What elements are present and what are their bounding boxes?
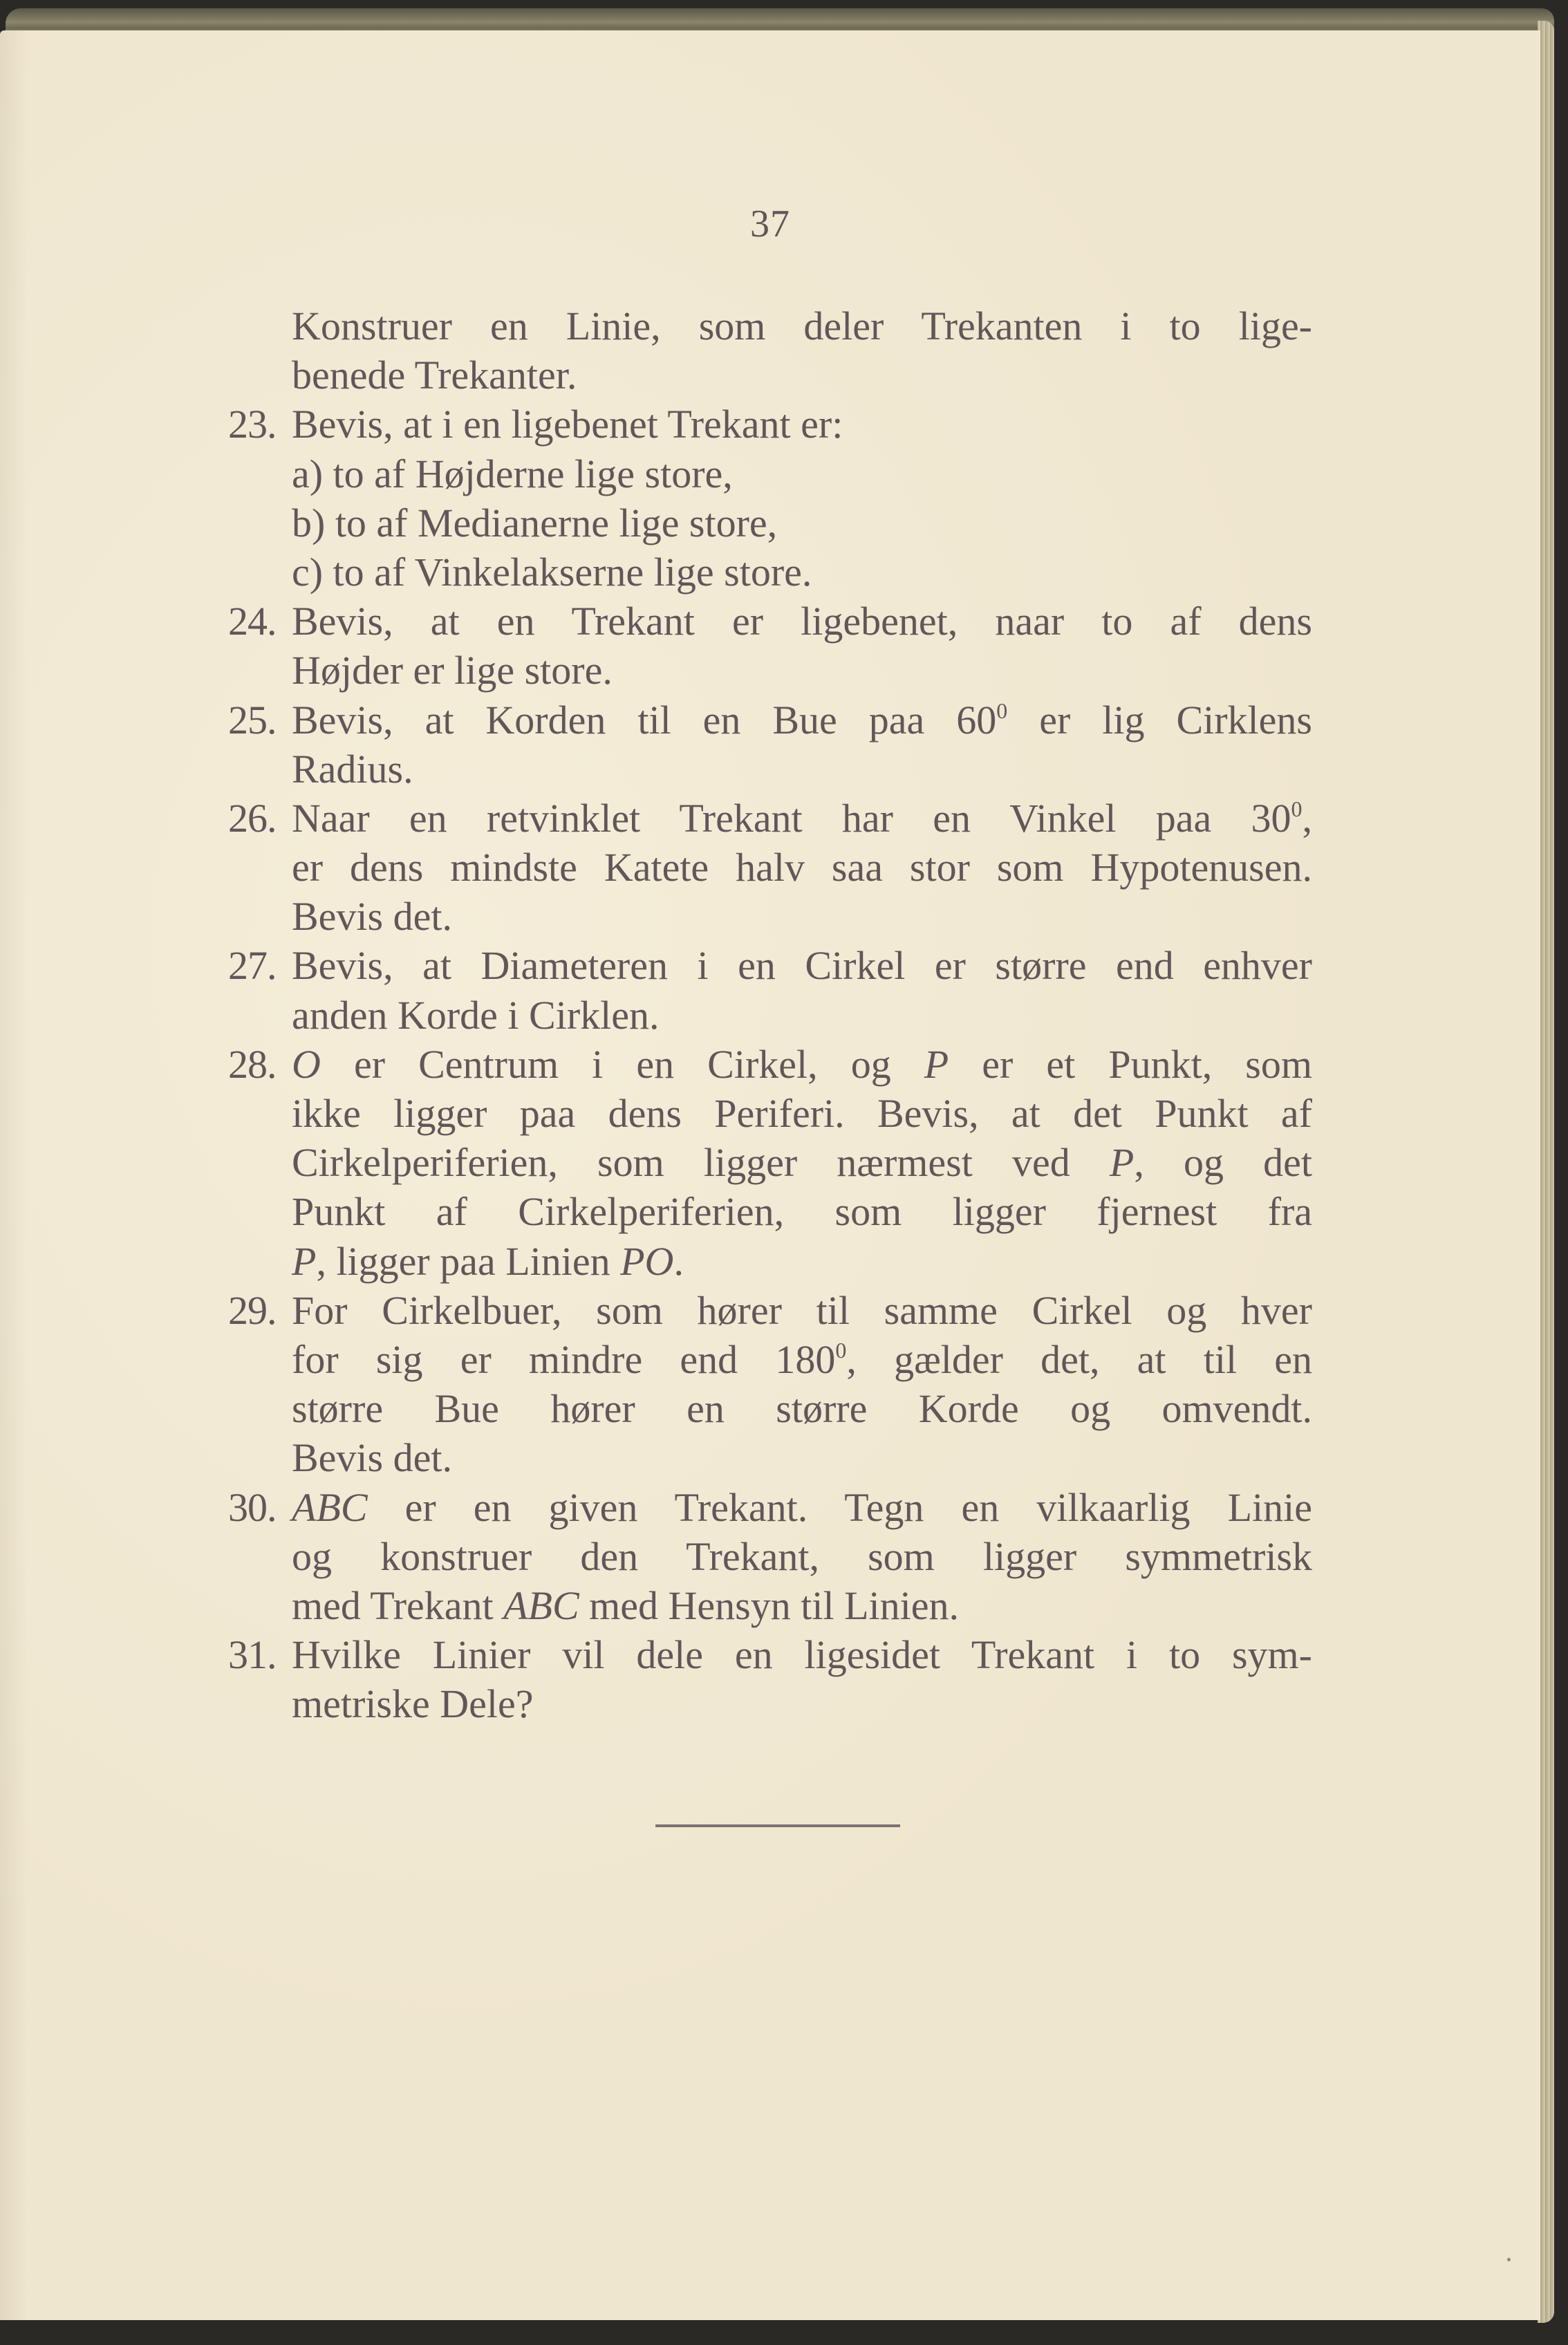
- text-segment: med Trekant: [292, 1582, 504, 1628]
- text-segment: a) to af Højderne lige store,: [292, 451, 733, 496]
- text-line: [228, 695, 1312, 745]
- text-segment: Bevis det.: [292, 894, 452, 940]
- text-line: [228, 1286, 1312, 1335]
- text-line: [292, 498, 1312, 548]
- math-symbol: PO: [620, 1238, 674, 1284]
- exercise-number: 28.: [228, 1041, 277, 1087]
- text-segment: Bevis, at en Trekant er ligebenet, naar to af dens: [292, 599, 1312, 644]
- text-segment: Radius.: [292, 746, 413, 792]
- text-line: [292, 449, 1312, 498]
- book-top-edge: [6, 8, 1554, 33]
- text-line: [292, 1679, 1312, 1728]
- text-line: [228, 941, 1312, 990]
- text-segment: Bevis det.: [292, 1435, 452, 1481]
- text-segment: er lig Cirklens: [1007, 697, 1312, 742]
- text-line: [292, 745, 1312, 794]
- text-segment: Bevis, at Korden til en Bue paa 60: [292, 697, 997, 742]
- text-segment: Punkt af Cirkelperiferien, som ligger fjernest fra: [292, 1189, 1312, 1235]
- text-line: [292, 1089, 1312, 1138]
- text-line: [292, 1187, 1312, 1236]
- text-line: [228, 1483, 1312, 1532]
- text-line: [292, 843, 1312, 892]
- text-line: [292, 1581, 1312, 1630]
- text-line: [228, 400, 1312, 449]
- page-body-text: [228, 301, 1312, 1728]
- exercise-number: 29.: [228, 1287, 277, 1333]
- exercise-number: 30.: [228, 1484, 277, 1530]
- math-symbol: P: [292, 1238, 317, 1284]
- text-line: [292, 1335, 1312, 1384]
- exercise-number: 25.: [228, 697, 277, 742]
- text-segment: er dens mindste Katete halv saa stor som Hypotenusen.: [292, 845, 1312, 890]
- text-segment: Konstruer en Linie, som deler Trekanten i to lige-: [292, 303, 1312, 348]
- text-line: [292, 1532, 1312, 1581]
- text-line: [292, 991, 1312, 1040]
- text-segment: For Cirkelbuer, som hører til samme Cirkel og hver: [292, 1287, 1312, 1333]
- exercise-number: 27.: [228, 943, 277, 989]
- exercise-number: 23.: [228, 402, 277, 447]
- page-number: 37: [750, 203, 790, 245]
- text-segment: Højder er lige store.: [292, 648, 613, 693]
- math-symbol: P: [1109, 1140, 1135, 1186]
- text-segment: Bevis, at i en ligebenet Trekant er:: [292, 402, 843, 447]
- paper-speck: [1507, 2258, 1511, 2261]
- text-segment: er et Punkt, som: [949, 1041, 1312, 1087]
- text-segment: er Centrum i en Cirkel, og: [320, 1041, 924, 1087]
- text-segment: benede Trekanter.: [292, 353, 577, 398]
- text-segment: større Bue hører en større Korde og omvendt.: [292, 1386, 1312, 1432]
- text-line: [228, 1630, 1312, 1679]
- exercise-number: 26.: [228, 795, 277, 841]
- text-segment: ,: [1302, 795, 1312, 841]
- text-segment: er en given Trekant. Tegn en vilkaarlig Linie: [367, 1484, 1312, 1530]
- text-segment: metriske Dele?: [292, 1681, 534, 1727]
- text-line: [292, 1384, 1312, 1433]
- math-symbol: O: [292, 1041, 321, 1087]
- text-line: [292, 892, 1312, 941]
- text-segment: Naar en retvinklet Trekant har en Vinkel paa 30: [292, 795, 1291, 841]
- text-segment: , og det: [1134, 1140, 1312, 1186]
- text-segment: Bevis, at Diameteren i en Cirkel er større end enhver: [292, 943, 1312, 989]
- text-line: [228, 597, 1312, 646]
- exercise-number: 31.: [228, 1632, 277, 1678]
- text-line: [292, 351, 1312, 400]
- degree-sign: 0: [996, 698, 1008, 723]
- text-line: [292, 1237, 1312, 1286]
- book-page: [0, 30, 1540, 2320]
- text-segment: ikke ligger paa dens Periferi. Bevis, at det Punkt af: [292, 1091, 1312, 1136]
- math-symbol: P: [924, 1041, 949, 1087]
- text-line: [292, 301, 1312, 351]
- section-end-rule: [655, 1824, 900, 1827]
- text-segment: , gælder det, at til en: [846, 1336, 1312, 1382]
- text-segment: , ligger paa Linien: [316, 1238, 621, 1284]
- text-segment: for sig er mindre end 180: [292, 1336, 836, 1382]
- text-line: [292, 1138, 1312, 1187]
- text-segment: b) to af Medianerne lige store,: [292, 500, 778, 545]
- text-line: [292, 1433, 1312, 1482]
- text-line: [228, 1040, 1312, 1089]
- text-line: [292, 646, 1312, 695]
- text-segment: .: [673, 1238, 684, 1284]
- degree-sign: 0: [835, 1337, 847, 1363]
- math-symbol: ABC: [292, 1484, 368, 1530]
- exercise-number: 24.: [228, 599, 277, 644]
- text-segment: c) to af Vinkelakserne lige store.: [292, 549, 812, 595]
- text-segment: anden Korde i Cirklen.: [292, 992, 660, 1038]
- text-line: [228, 794, 1312, 843]
- degree-sign: 0: [1291, 796, 1303, 821]
- text-line: [292, 548, 1312, 597]
- text-segment: Cirkelperiferien, som ligger nærmest ved: [292, 1140, 1110, 1186]
- text-segment: Hvilke Linier vil dele en ligesidet Trekant i to sym-: [292, 1632, 1312, 1678]
- math-symbol: ABC: [503, 1582, 579, 1628]
- text-segment: med Hensyn til Linien.: [579, 1582, 959, 1628]
- text-segment: og konstruer den Trekant, som ligger symmetrisk: [292, 1533, 1312, 1579]
